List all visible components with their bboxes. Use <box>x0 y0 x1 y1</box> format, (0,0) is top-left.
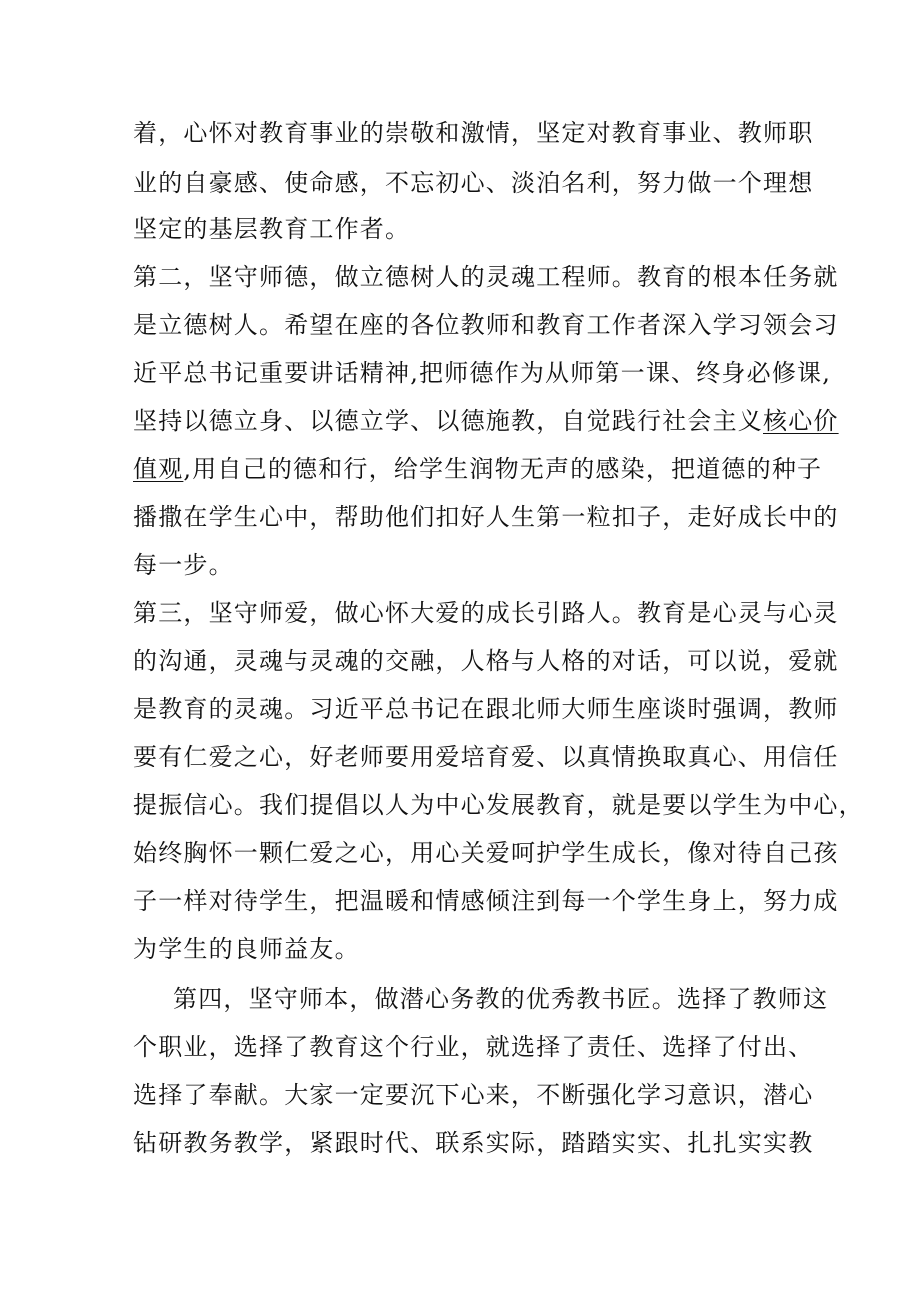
text-line: 第二，坚守师德，做立德树人的灵魂工程师。教育的根本任务就 <box>133 263 839 291</box>
text-segment: ,用自己的德和行，给学生润物无声的感染，把道德的种子 <box>183 455 823 483</box>
text-line: 是教育的灵魂。习近平总书记在跟北师大师生座谈时强调，教师 <box>133 695 839 723</box>
text-line: 钻研教务教学，紧跟时代、联系实际，踏踏实实、扎扎实实教 <box>133 1129 814 1157</box>
text-segment: 坚持以德立身、以德立学、以德施教，自觉践行社会主义 <box>133 407 763 435</box>
text-line: 个职业，选择了教育这个行业，就选择了责任、选择了付出、 <box>133 1033 814 1061</box>
text-line: 坚定的基层教育工作者。 <box>133 215 411 243</box>
hyperlink-core-values[interactable]: 值观 <box>133 455 184 483</box>
text-line: 为学生的良师益友。 <box>133 935 360 963</box>
text-line: 第四，坚守师本，做潜心务教的优秀教书匠。选择了教师这 <box>173 985 829 1013</box>
text-line: 子一样对待学生，把温暖和情感倾注到每一个学生身上，努力成 <box>133 887 839 915</box>
text-line <box>133 406 839 436</box>
text-line: 提振信心。我们提倡以人为中心发展教育，就是要以学生为中心， <box>133 791 864 819</box>
text-line: 着，心怀对教育事业的崇敬和激情，坚定对教育事业、教师职 <box>133 119 814 147</box>
text-line <box>133 454 822 484</box>
text-line: 要有仁爱之心，好老师要用爱培育爱、以真情换取真心、用信任 <box>133 743 839 771</box>
text-line: 始终胸怀一颗仁爱之心，用心关爱呵护学生成长，像对待自己孩 <box>133 839 839 867</box>
text-line: 是立德树人。希望在座的各位教师和教育工作者深入学习领会习 <box>133 311 839 339</box>
text-line: 业的自豪感、使命感，不忘初心、淡泊名利，努力做一个理想 <box>133 169 814 197</box>
text-line: 第三，坚守师爱，做心怀大爱的成长引路人。教育是心灵与心灵 <box>133 599 839 627</box>
text-line: 每一步。 <box>133 551 234 579</box>
hyperlink-core-values[interactable]: 核心价 <box>763 407 839 435</box>
text-line: 播撒在学生心中，帮助他们扣好人生第一粒扣子，走好成长中的 <box>133 503 839 531</box>
text-line: 选择了奉献。大家一定要沉下心来，不断强化学习意识，潜心 <box>133 1081 814 1109</box>
text-line: 近平总书记重要讲话精神,把师德作为从师第一课、终身必修课, <box>133 359 832 387</box>
text-line: 的沟通，灵魂与灵魂的交融，人格与人格的对话，可以说，爱就 <box>133 647 839 675</box>
